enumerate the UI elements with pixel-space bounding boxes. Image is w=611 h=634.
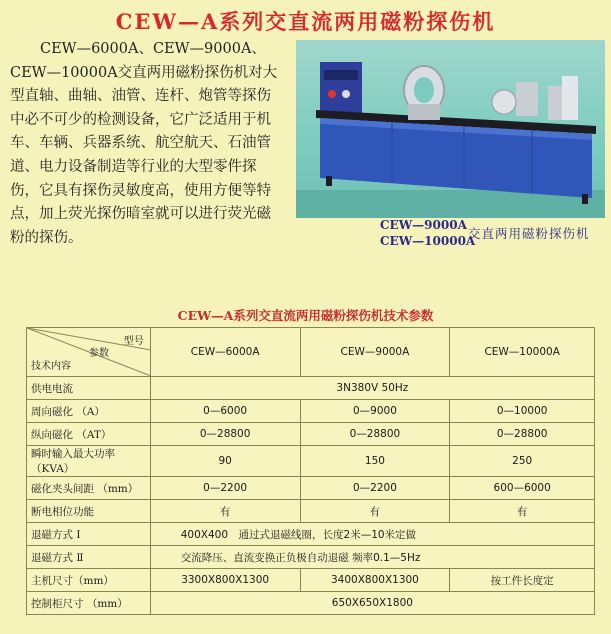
header-model-9000a: CEW—9000A <box>300 328 450 377</box>
row-value: 0—28800 <box>300 423 450 446</box>
row-value: 3N380V 50Hz <box>150 377 594 400</box>
intro-paragraph: CEW—6000A、CEW—9000A、CEW—10000A交直两用磁粉探伤机对大型直轴、曲轴、油管、连杆、炮管等探伤中必不可少的检测设备，它广泛适用于机车、车辆、兵器系统、航空航天、石油管道、电力设备制造等行业的大型零件探伤，它具有探伤灵敏度高，使用方便等特点，加上荧光探伤暗室就可以进行荧光磁粉的探伤。 <box>10 41 278 246</box>
diagonal-header-cell <box>27 328 151 377</box>
row-value: 有 <box>300 500 450 523</box>
table-title: CEW—A系列交直流两用磁粉探伤机技术参数 <box>177 308 434 323</box>
row-value: 150 <box>300 446 450 477</box>
row-value: 交流降压、直流变换正负极自动退磁 频率0.1—5Hz <box>150 546 594 569</box>
table-row <box>27 569 595 592</box>
row-value: 3400X800X1300 <box>300 569 450 592</box>
row-value: 400X400 通过式退磁线圈，长度2米—10米定做 <box>150 523 594 546</box>
row-value: 0—2200 <box>150 477 300 500</box>
photo-caption <box>380 218 610 258</box>
caption-model-10000a: CEW—10000A <box>380 234 476 248</box>
diag-label-content: 技术内容 <box>31 361 71 372</box>
spec-table <box>26 327 595 615</box>
row-value: 600—6000 <box>450 477 595 500</box>
row-value: 90 <box>150 446 300 477</box>
row-value: 3300X800X1300 <box>150 569 300 592</box>
table-row <box>27 477 595 500</box>
row-label: 退磁方式 Ⅰ <box>27 523 151 546</box>
row-label: 供电电流 <box>27 377 151 400</box>
row-value: 0—2200 <box>300 477 450 500</box>
row-value: 250 <box>450 446 595 477</box>
table-row <box>27 546 595 569</box>
caption-label: 交直两用磁粉探伤机 <box>468 226 590 241</box>
caption-model-9000a: CEW—9000A <box>380 218 467 232</box>
row-value: 有 <box>150 500 300 523</box>
table-row <box>27 523 595 546</box>
row-value: 0—10000 <box>450 400 595 423</box>
row-value: 0—9000 <box>300 400 450 423</box>
row-label: 退磁方式 Ⅱ <box>27 546 151 569</box>
table-row <box>27 423 595 446</box>
table-row <box>27 446 595 477</box>
diag-label-model: 型号 <box>123 336 144 347</box>
table-row <box>27 400 595 423</box>
table-header-row <box>27 328 595 377</box>
row-label: 磁化夹头间距 （mm） <box>27 477 151 500</box>
row-label: 控制柜尺寸 （mm） <box>27 592 151 615</box>
row-value: 0—6000 <box>150 400 300 423</box>
table-row <box>27 500 595 523</box>
row-value: 650X650X1800 <box>150 592 594 615</box>
header-model-6000a: CEW—6000A <box>150 328 300 377</box>
row-label: 周向磁化 （A） <box>27 400 151 423</box>
row-label: 瞬时输入最大功率（KVA） <box>27 446 151 477</box>
row-label: 主机尺寸（mm） <box>27 569 151 592</box>
table-row <box>27 592 595 615</box>
page-title: CEW—A系列交直流两用磁粉探伤机 <box>115 9 496 34</box>
row-value: 有 <box>450 500 595 523</box>
machine-illustration <box>296 40 605 218</box>
header-model-10000a: CEW—10000A <box>450 328 595 377</box>
table-row <box>27 377 595 400</box>
machine-photo <box>296 40 605 218</box>
row-label: 断电相位功能 <box>27 500 151 523</box>
row-value: 按工件长度定 <box>450 569 595 592</box>
diag-label-param: 参数 <box>89 348 109 359</box>
row-value: 0—28800 <box>150 423 300 446</box>
row-label: 纵向磁化 （AT） <box>27 423 151 446</box>
row-value: 0—28800 <box>450 423 595 446</box>
